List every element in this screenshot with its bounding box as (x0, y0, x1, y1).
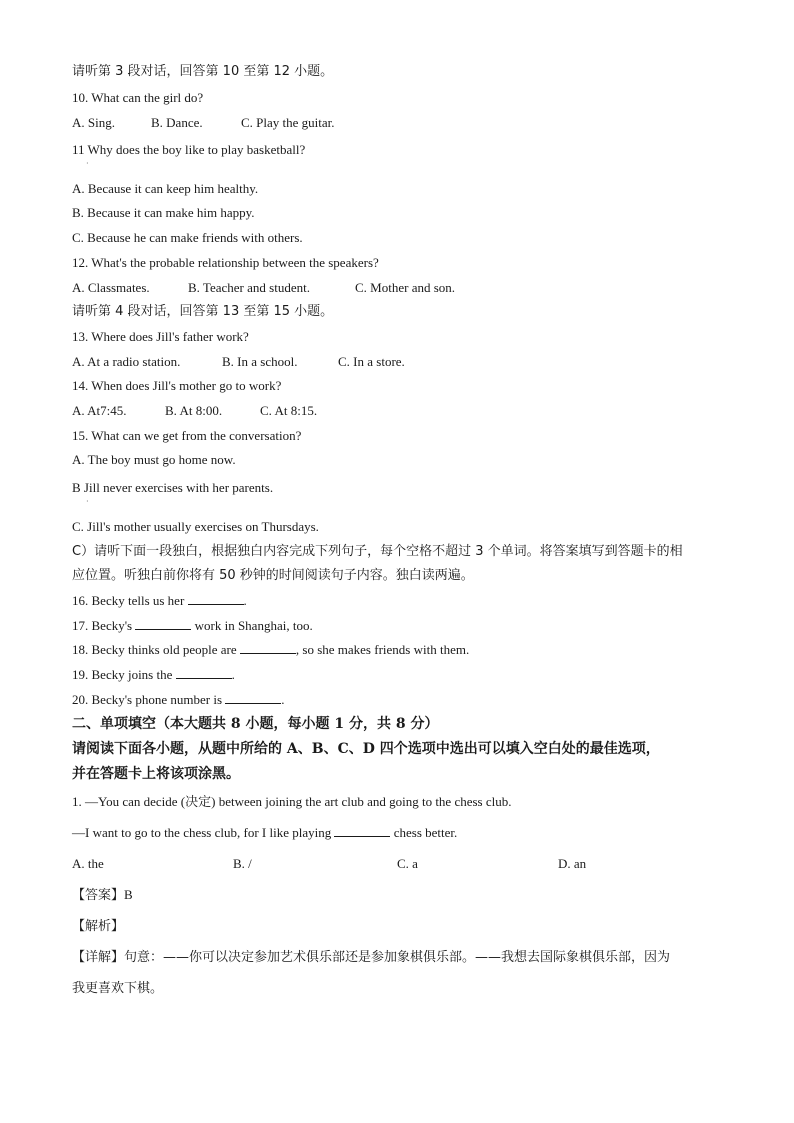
part2-heading: 二、单项填空（本大题共 8 小题，每小题 1 分，共 8 分） (72, 716, 439, 732)
q12-option-c: C. Mother and son. (355, 280, 456, 295)
partC-instruction-line2: 应位置。听独白前你将有 50 秒钟的时间阅读句子内容。独白读两遍。 (72, 568, 474, 583)
answer-blank (188, 592, 244, 605)
q14-option-c: C. At 8:15. (260, 403, 318, 418)
q12-stem: 12. What's the probable relationship between the speakers? (72, 255, 379, 270)
q15-option-c: C. Jill's mother usually exercises on Thursdays. (72, 519, 319, 534)
q13-option-c: C. In a store. (338, 354, 405, 369)
q19: 19. Becky joins the . (72, 667, 235, 682)
dot-mark: · (86, 497, 89, 506)
q18: 18. Becky thinks old people are , so she makes friends with them. (72, 642, 470, 657)
q13-option-a: A. At a radio station. (72, 354, 181, 369)
q14-options (72, 402, 317, 420)
dot-mark: · (86, 159, 89, 168)
answer-row (72, 886, 133, 905)
q15-stem: 15. What can we get from the conversation? (72, 428, 302, 443)
q13-stem: 13. Where does Jill's father work? (72, 329, 249, 344)
q14-stem: 14. When does Jill's mother go to work? (72, 378, 282, 393)
mc1-option-b: B. / (233, 856, 252, 871)
q11-stem: 11 Why does the boy like to play basketball? (72, 142, 306, 157)
part2-instruction-line2: 并在答题卡上将该项涂黑。 (72, 766, 240, 782)
q13-options (72, 353, 405, 371)
q14-option-a: A. At7:45. (72, 403, 127, 418)
q12-option-a: A. Classmates. (72, 280, 150, 295)
answer-label: 【答案】 (72, 888, 125, 903)
mc1-option-c: C. a (397, 856, 418, 871)
answer-blank (240, 641, 296, 654)
detail-line2: 我更喜欢下棋。 (72, 981, 164, 996)
mc1-line2: —I want to go to the chess club, for I like playing chess better. (72, 825, 458, 840)
q12-options (72, 279, 455, 297)
q10-stem: 10. What can the girl do? (72, 90, 204, 105)
q20: 20. Becky's phone number is . (72, 692, 285, 707)
q11-option-b: B. Because it can make him happy. (72, 205, 255, 220)
q10-option-b: B. Dance. (151, 115, 203, 130)
answer-blank (176, 666, 232, 679)
detail-label: 【详解】 (72, 950, 125, 965)
q11-option-c: C. Because he can make friends with others. (72, 230, 303, 245)
q10-options (72, 114, 335, 132)
q16: 16. Becky tells us her . (72, 593, 247, 608)
mc1-option-a: A. the (72, 856, 104, 871)
q17: 17. Becky's work in Shanghai, too. (72, 618, 313, 633)
partC-instruction-line1: C）请听下面一段独白，根据独白内容完成下列句子，每个空格不超过 3 个单词。将答案填写到答题卡的相 (72, 544, 683, 559)
q12-option-b: B. Teacher and student. (188, 280, 310, 295)
answer-value: B (124, 887, 133, 902)
answer-blank (225, 691, 281, 704)
mc1-line1: 1. —You can decide (决定) between joining the art club and going to the chess club. (72, 794, 512, 809)
q15-option-a: A. The boy must go home now. (72, 452, 236, 467)
q10-option-c: C. Play the guitar. (241, 115, 335, 130)
part2-instruction-line1: 请阅读下面各小题，从题中所给的 A、B、C、D 四个选项中选出可以填入空白处的最佳选项， (72, 741, 660, 757)
section3-intro: 请听第 3 段对话，回答第 10 至第 12 小题。 (72, 64, 334, 79)
q13-option-b: B. In a school. (222, 354, 298, 369)
q14-option-b: B. At 8:00. (165, 403, 223, 418)
section4-intro: 请听第 4 段对话，回答第 13 至第 15 小题。 (72, 304, 334, 319)
answer-blank (135, 617, 191, 630)
detail-line1: 【详解】句意：——你可以决定参加艺术俱乐部还是参加象棋俱乐部。——我想去国际象棋俱乐部，因为 (72, 950, 671, 965)
analysis-label: 【解析】 (72, 919, 125, 934)
answer-blank (334, 824, 390, 837)
mc1-options (72, 855, 586, 873)
q15-option-b: B Jill never exercises with her parents. (72, 480, 274, 495)
q11-option-a: A. Because it can keep him healthy. (72, 181, 259, 196)
q10-option-a: A. Sing. (72, 115, 115, 130)
mc1-option-d: D. an (558, 856, 587, 871)
